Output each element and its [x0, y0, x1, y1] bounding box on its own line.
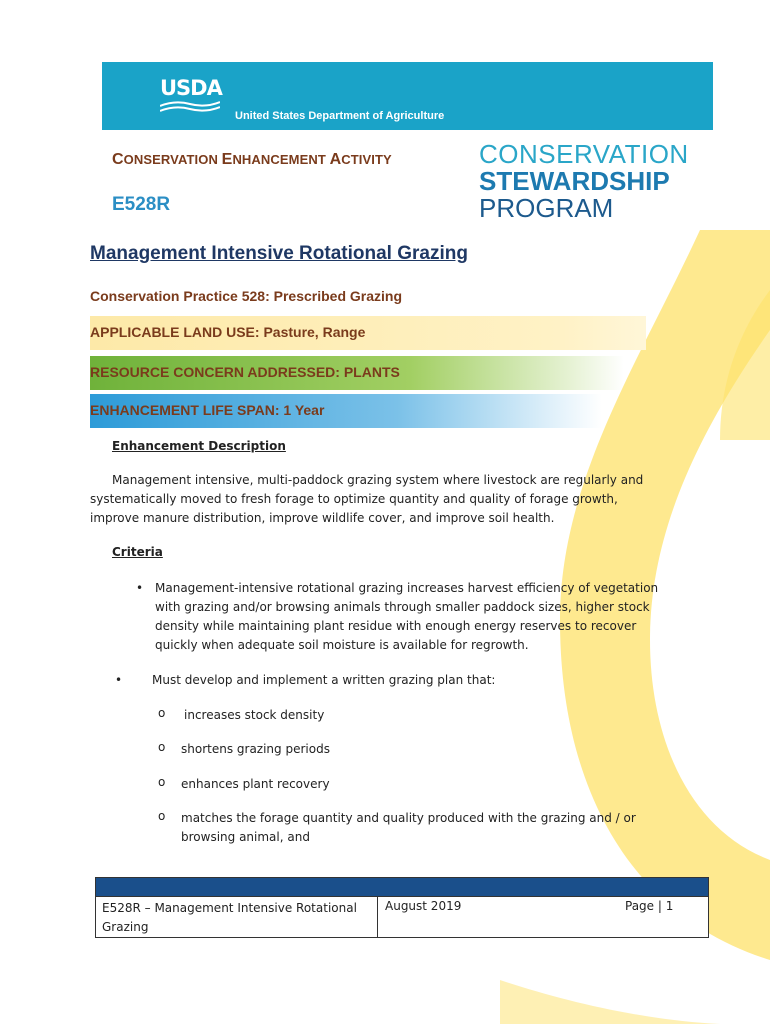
sub-bullet-icon: o — [158, 809, 166, 823]
resource-concern-text: RESOURCE CONCERN ADDRESSED: PLANTS — [90, 364, 400, 380]
sub-bullet-icon: o — [158, 740, 166, 754]
activity-heading: CONSERVATION ENHANCEMENT ACTIVITY — [112, 151, 392, 168]
description-line: improve manure distribution, improve wildlife cover, and improve soil health. — [90, 511, 555, 525]
sub-item: increases stock density — [184, 708, 325, 722]
footer-table — [95, 877, 709, 938]
footer-doc-name: E528R – Management Intensive Rotational Grazing — [102, 901, 357, 934]
life-span-text: ENHANCEMENT LIFE SPAN: 1 Year — [90, 402, 325, 418]
criteria-item-2: Must develop and implement a written grazing plan that: — [152, 673, 496, 687]
usda-banner — [102, 62, 713, 130]
sub-item: enhances plant recovery — [181, 777, 330, 791]
land-use-text: APPLICABLE LAND USE: Pasture, Range — [90, 324, 366, 340]
sub-bullet-icon: o — [158, 775, 166, 789]
csp-logo-line3: PROGRAM — [479, 193, 614, 223]
conservation-practice: Conservation Practice 528: Prescribed Grazing — [90, 288, 403, 304]
csp-program-logo — [479, 141, 689, 222]
criteria-heading: Criteria — [112, 545, 163, 559]
document-title: Management Intensive Rotational Grazing — [90, 243, 468, 264]
sub-bullet-icon: o — [158, 706, 166, 720]
bullet-icon: • — [136, 581, 144, 595]
description-line: Management intensive, multi-paddock grazing system where livestock are regularly and — [112, 473, 644, 487]
criteria-item-1: Management-intensive rotational grazing increases harvest efficiency of vegetation with grazing and/or browsing animals through smaller paddock sizes, higher stock density while maintaining plant residue with enough energy reserves to recover quickly when adequate soil moisture is available for regrowth. — [155, 581, 659, 652]
resource-concern-bar — [90, 356, 624, 390]
description-heading: Enhancement Description — [112, 439, 286, 453]
usda-logo — [160, 76, 220, 116]
usda-department-name: United States Department of Agriculture — [235, 110, 445, 122]
footer-header-band — [96, 878, 708, 897]
csp-logo-line1: CONSERVATION — [479, 139, 689, 169]
description-line: systematically moved to fresh forage to optimize quantity and quality of forage growth, — [90, 492, 618, 506]
sub-item: matches the forage quantity and quality produced with the grazing and / or browsing animal, and — [181, 811, 636, 844]
description-paragraph — [90, 471, 670, 528]
bullet-icon: • — [115, 673, 123, 687]
footer-date: August 2019 — [385, 899, 462, 913]
usda-logo-text: USDA — [160, 76, 222, 100]
sub-item: shortens grazing periods — [181, 742, 330, 756]
life-span-bar — [90, 394, 602, 428]
enhancement-code: E528R — [112, 194, 171, 215]
footer-page-number: Page | 1 — [625, 899, 674, 913]
usda-hills-icon — [160, 100, 220, 114]
footer-doc-cell — [96, 897, 378, 937]
land-use-bar — [90, 316, 646, 350]
csp-logo-line2: STEWARDSHIP — [479, 166, 670, 196]
